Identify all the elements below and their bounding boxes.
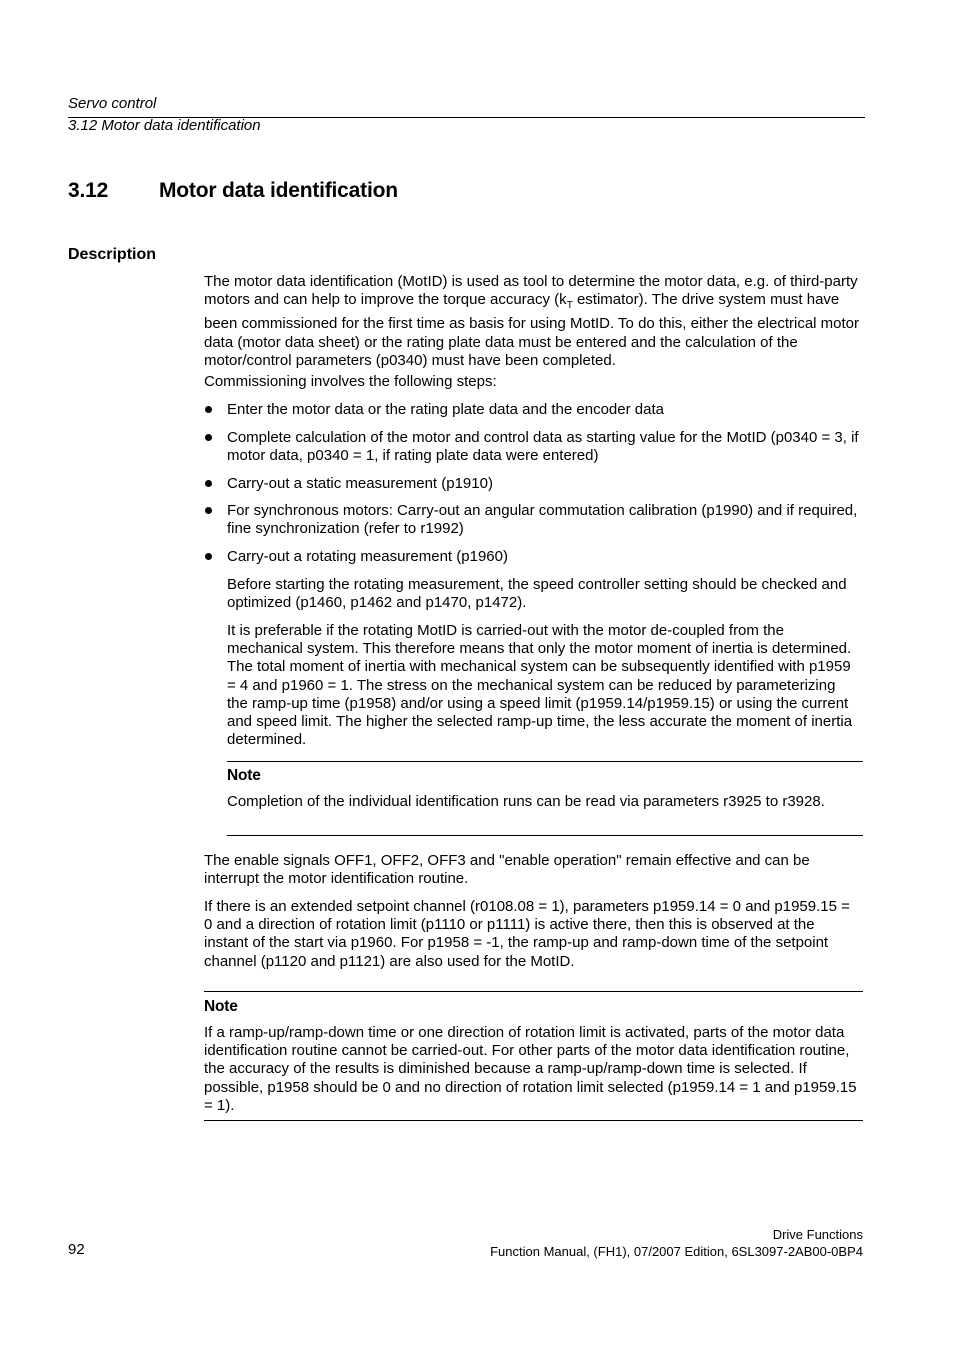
list-item: Enter the motor data or the rating plate data and the encoder data [227, 401, 664, 418]
bullet-icon [205, 434, 212, 441]
section-number: 3.12 [68, 179, 109, 202]
note-rule-bottom [227, 835, 863, 836]
rotating-paragraph-1: Before starting the rotating measurement, the speed controller setting should be checked and optimized (p1460, p1462 and p1470, p1472). [227, 576, 847, 612]
list-item: Carry-out a rotating measurement (p1960) [227, 548, 508, 565]
list-item: Carry-out a static measurement (p1910) [227, 475, 493, 492]
enable-signals-paragraph: The enable signals OFF1, OFF2, OFF3 and "enable operation" remain effective and can be interrupt the motor identification routine. [204, 852, 810, 888]
note-text: If a ramp-up/ramp-down time or one direction of rotation limit is activated, parts of the motor data identification routine cannot be carried-out. For other parts of the motor data identification routine, the accuracy of the results is diminished because a ramp-up/ramp-down time is selected. If possible, p1958 should be 0 and no direction of rotation limit selected (p1959.14 = 1 and p1959.15 = 1). [204, 1024, 857, 1114]
setpoint-channel-paragraph: If there is an extended setpoint channel (r0108.08 = 1), parameters p1959.14 = 0 and p1959.15 = 0 and a direction of rotation limit (p1110 or p1111) is active there, then this is observed at the instant of the start via p1960. For p1958 = -1, the ramp-up and ramp-down time of the setpoint channel (p1120 and p1121) are also used for the MotID. [204, 898, 850, 970]
intro-paragraph: The motor data identification (MotID) is used as tool to determine the motor data, e.g. of third-party motors and can help to improve the torque accuracy ($k_T$ estimator). The drive system must have been commissioned for the first time as basis for using MotID. To do this, either the electrical motor data (motor data sheet) or the rating plate data must be entered and the calculation of the motor/control parameters (p0340) must have been completed. [204, 273, 860, 369]
page-number: 92 [68, 1241, 85, 1258]
footer-title: Drive Functions [772, 1227, 863, 1242]
list-item: For synchronous motors: Carry-out an angular commutation calibration (p1990) and if required, fine synchronization (refer to r1992) [227, 502, 858, 538]
rotating-paragraph-2: It is preferable if the rotating MotID is carried-out with the motor de-coupled from the mechanical system. This therefore means that only the motor moment of inertia is determined. The total moment of inertia with mechanical system can be subsequently identified with p1959 = 4 and p1960 = 1. The stress on the mechanical system can be reduced by parameterizing the ramp-up time (p1958) and/or using a speed limit (p1959.14/p1959.15) or using the current and speed limit. The higher the selected ramp-up time, the less accurate the moment of inertia determined. [227, 622, 853, 749]
section-title: Motor data identification [159, 179, 398, 202]
note-rule-bottom [204, 1120, 863, 1121]
bullet-icon [205, 480, 212, 487]
note-text: Completion of the individual identification runs can be read via parameters r3925 to r3928. [227, 793, 825, 810]
running-header-chapter: Servo control [68, 95, 157, 112]
footer-manual: Function Manual, (FH1), 07/2007 Edition, 6SL3097-2AB00-0BP4 [490, 1244, 863, 1259]
note-rule-top [227, 761, 863, 762]
subheading-description: Description [68, 246, 157, 263]
bullet-icon [205, 406, 212, 413]
note-title: Note [227, 767, 261, 784]
note-title: Note [204, 998, 238, 1015]
kt-subscript: T [566, 300, 573, 312]
list-item: Complete calculation of the motor and control data as starting value for the MotID (p0340 = 3, if motor data, p0340 = 1, if rating plate data were entered) [227, 429, 859, 465]
bullet-icon [205, 507, 212, 514]
note-rule-top [204, 991, 863, 992]
running-header-section: 3.12 Motor data identification [68, 117, 261, 134]
steps-intro: Commissioning involves the following steps: [204, 373, 497, 390]
bullet-icon [205, 553, 212, 560]
